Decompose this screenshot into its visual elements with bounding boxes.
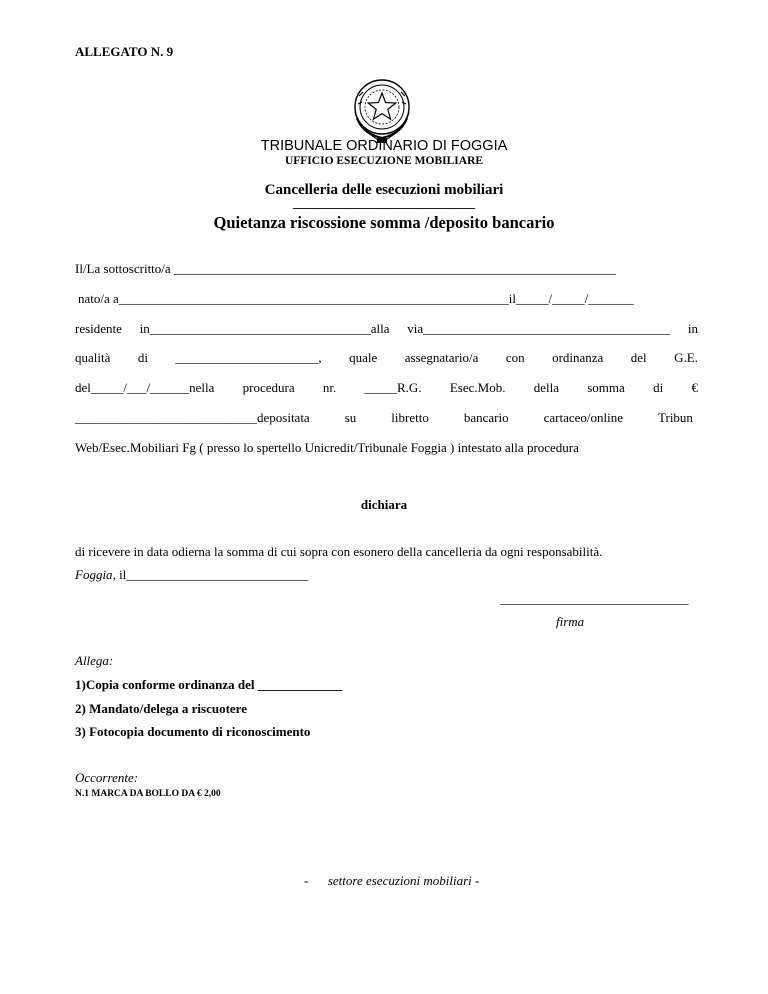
form-line-depositata (75, 410, 693, 426)
form-word: ____________________________depositata (75, 410, 310, 425)
signature-label: firma (556, 614, 585, 629)
form-word: del_____/___/______nella (75, 380, 215, 395)
signature-line: _____________________________ (500, 591, 689, 606)
form-word: cartaceo/online (543, 410, 623, 425)
form-word: nr. (322, 380, 337, 395)
form-line-qualita (75, 350, 698, 366)
allega-item: 3) Fotocopia documento di riconoscimento (75, 724, 311, 739)
form-word: bancario (463, 410, 509, 425)
form-line-nato: nato/a a____________________________________________________________il_____/_____/_______ (78, 291, 634, 306)
quietanza-title: Quietanza riscossione somma /deposito bancario (213, 213, 555, 232)
form-word: quale (349, 350, 378, 365)
form-word: somma (587, 380, 625, 395)
form-word: di (137, 350, 148, 365)
footer-text: - settore esecuzioni mobiliari - (304, 873, 480, 888)
form-word: _____R.G. (364, 380, 422, 395)
form-word: con (505, 350, 525, 365)
allega-item: 2) Mandato/delega a riscuotere (75, 701, 247, 716)
form-word: assegnatario/a (404, 350, 479, 365)
form-word: qualità (75, 350, 111, 365)
form-word: Esec.Mob. (449, 380, 506, 395)
allegato-label: ALLEGATO N. 9 (75, 44, 174, 59)
ufficio-title: UFFICIO ESECUZIONE MOBILIARE (284, 155, 484, 167)
occorrente-text: N.1 MARCA DA BOLLO DA € 2,00 (75, 789, 221, 799)
place-date (75, 567, 308, 583)
form-line-web: Web/Esec.Mobiliari Fg ( presso lo spertello Unicredit/Tribunale Foggia ) intestato alla procedura (75, 440, 579, 455)
form-word: residente (75, 321, 122, 336)
date-field: , il____________________________ (112, 567, 309, 582)
title-underline: ____________________________ (293, 195, 475, 210)
form-word: procedura (242, 380, 295, 395)
dichiara-heading: dichiara (360, 497, 408, 512)
emblem-icon (349, 74, 415, 146)
form-line-residente (75, 321, 698, 337)
body-text: di ricevere in data odierna la somma di cui sopra con esonero della cancelleria da ogni responsabilità. (75, 544, 603, 559)
form-word: di (653, 380, 664, 395)
form-word: in (687, 321, 698, 336)
form-word: ordinanza (552, 350, 604, 365)
cancelleria-title: Cancelleria delle esecuzioni mobiliari (264, 182, 504, 198)
form-word: € (691, 380, 698, 395)
form-word: Tribun (658, 410, 693, 425)
form-word: ______________________, (175, 350, 322, 365)
form-word: su (344, 410, 357, 425)
allega-item: 1)Copia conforme ordinanza del _____________ (75, 677, 343, 692)
form-word: del (630, 350, 647, 365)
form-word: G.E. (674, 350, 698, 365)
form-word: libretto (391, 410, 429, 425)
allega-heading: Allega: (75, 653, 114, 668)
tribunale-title: TRIBUNALE ORDINARIO DI FOGGIA (260, 138, 508, 154)
place-name: Foggia (75, 567, 113, 582)
form-word: via______________________________________ (407, 321, 671, 336)
form-line-sottoscritto: Il/La sottoscritto/a ____________________________________________________________________ (75, 261, 616, 276)
form-line-procedura (75, 380, 698, 396)
form-word: della (533, 380, 559, 395)
form-word: in__________________________________alla (139, 321, 390, 336)
occorrente-heading: Occorrente: (75, 770, 139, 785)
